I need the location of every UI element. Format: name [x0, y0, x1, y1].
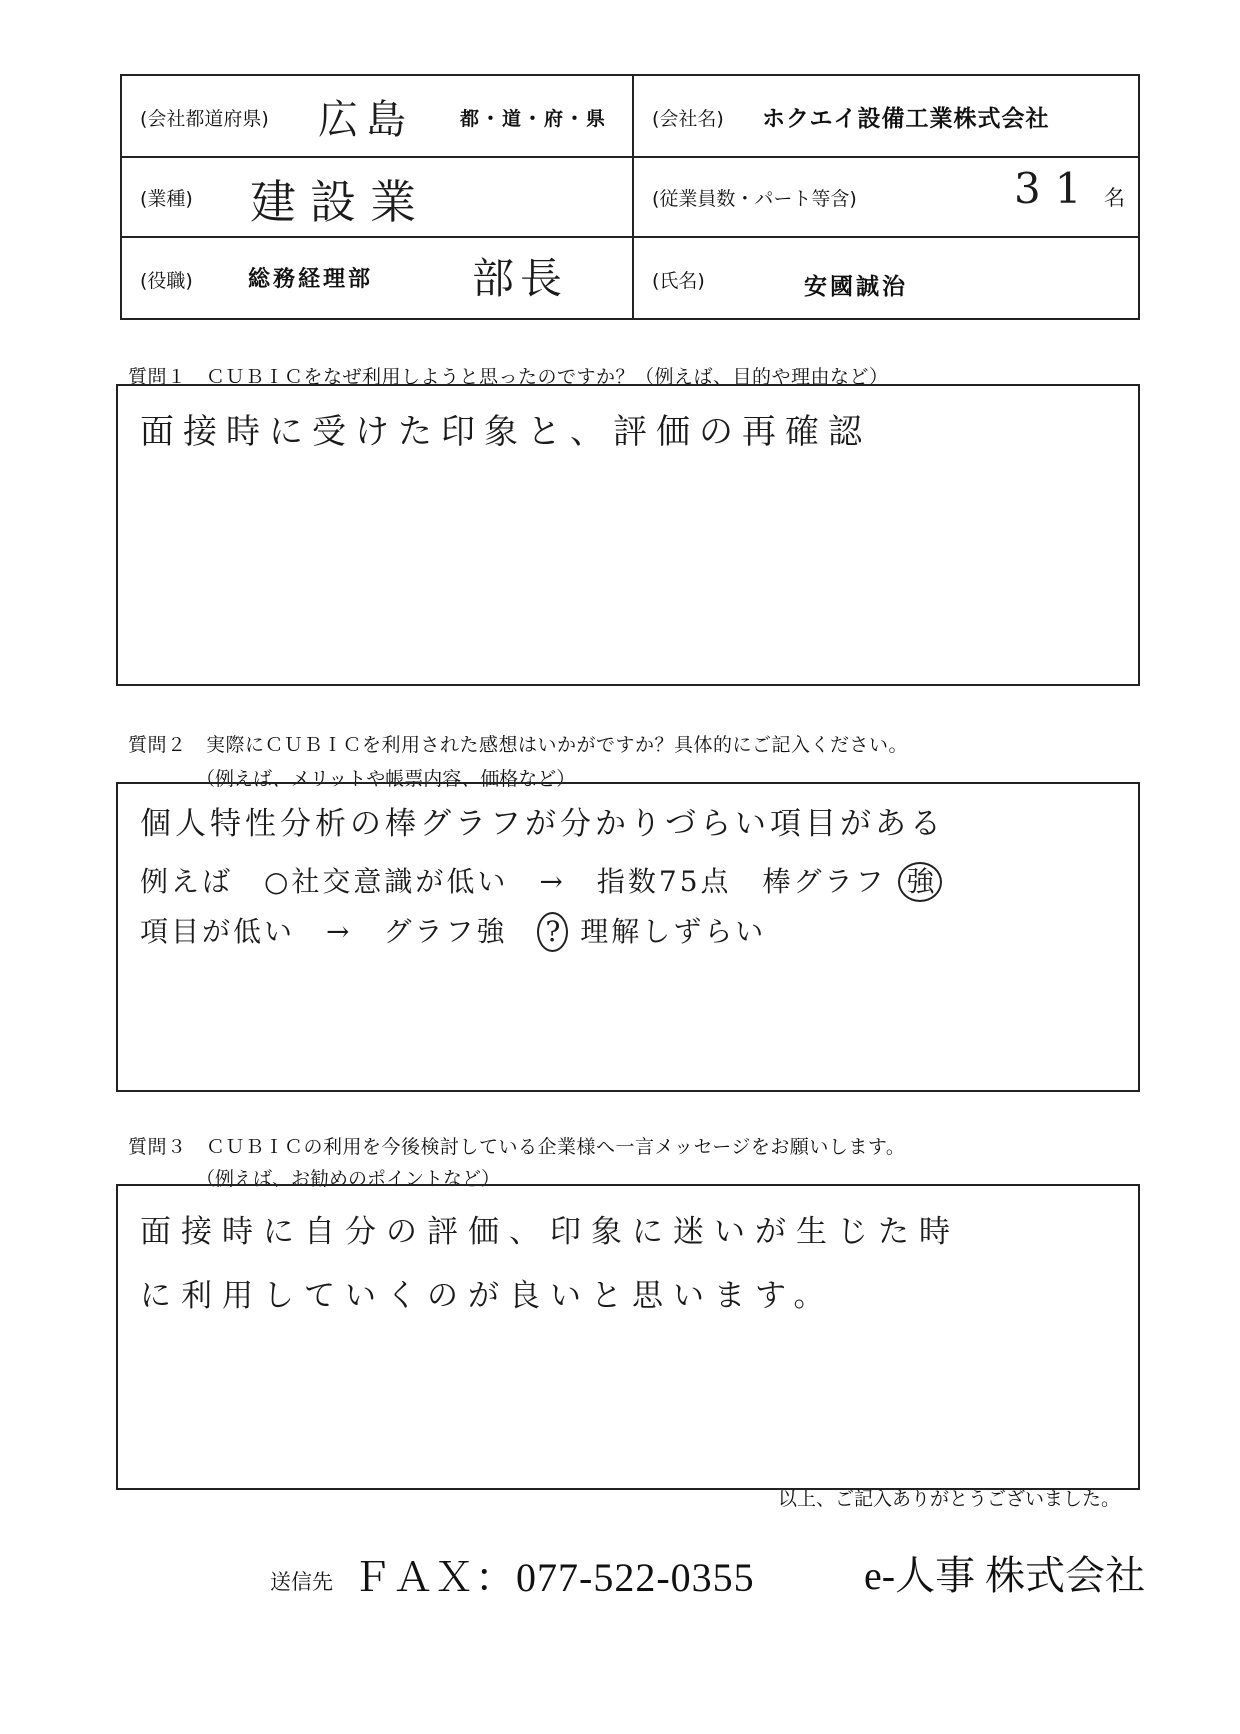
header-divider-vertical — [632, 76, 634, 318]
position-dept: 総務経理部 — [248, 267, 374, 292]
fax-number: ＦＡＸ：077-522-0355 — [352, 1555, 755, 1600]
prefecture-suffix: 都・道・府・県 — [460, 108, 608, 130]
recipient-company: e-人事 株式会社 — [864, 1553, 1146, 1598]
q3-title: 質問３ ＣＵＢＩＣの利用を今後検討している企業様へ一言メッセージをお願いします。 — [128, 1136, 906, 1158]
industry-label: (業種) — [140, 188, 193, 210]
q2-answer-line2-text: 例えば ○社交意識が低い → 指数75点 棒グラフ — [140, 865, 887, 898]
company-value: ホクエイ設備工業株式会社 — [762, 106, 1050, 132]
q1-answer-box — [116, 384, 1140, 686]
q2-answer-line3 — [140, 910, 766, 952]
q2-circled-question: ? — [537, 912, 568, 952]
q2-subtitle: （例えば、メリットや帳票内容、価格など） — [196, 768, 576, 790]
q2-circled-strong: 強 — [898, 862, 942, 902]
q3-subtitle: （例えば、お勧めのポイントなど） — [196, 1168, 501, 1190]
q3-answer-line2: に利用していくのが良いと思います。 — [140, 1278, 835, 1314]
company-label: (会社名) — [652, 108, 724, 130]
q2-answer-line3-tail: 理解しずらい — [580, 915, 767, 948]
employees-label: (従業員数・パート等含) — [652, 188, 857, 210]
industry-value: 建設業 — [250, 175, 430, 229]
q3-answer-box — [116, 1184, 1140, 1490]
q2-title: 質問２ 実際にＣＵＢＩＣを利用された感想はいかがですか？具体的にご記入ください。 — [128, 734, 909, 756]
send-to-label: 送信先 — [270, 1570, 333, 1594]
q1-title: 質問１ ＣＵＢＩＣをなぜ利用しようと思ったのですか？（例えば、目的や理由など） — [128, 366, 889, 388]
prefecture-label: (会社都道府県) — [140, 108, 269, 130]
q2-answer-line1: 個人特性分析の棒グラフが分かりづらい項目がある — [140, 806, 945, 842]
q2-answer-line3-text: 項目が低い → グラフ強 — [140, 915, 508, 948]
header-divider-row1 — [122, 156, 1138, 158]
thanks-note: 以上、ご記入ありがとうございました。 — [777, 1488, 1120, 1510]
employees-value: 31 — [1014, 164, 1096, 213]
position-value: 部長 — [472, 254, 569, 303]
name-label: (氏名) — [652, 270, 705, 292]
prefecture-value: 広島 — [318, 97, 414, 143]
q2-answer-box — [116, 782, 1140, 1092]
header-divider-row2 — [122, 236, 1138, 238]
name-value: 安國誠治 — [804, 274, 908, 300]
q2-answer-line2 — [140, 860, 942, 902]
employees-unit: 名 — [1104, 186, 1125, 210]
header-table — [120, 74, 1140, 320]
q3-answer-line1: 面接時に自分の評価、印象に迷いが生じた時 — [140, 1214, 960, 1250]
position-label: (役職) — [140, 270, 193, 292]
q1-answer-line: 面接時に受けた印象と、評価の再確認 — [140, 412, 871, 452]
